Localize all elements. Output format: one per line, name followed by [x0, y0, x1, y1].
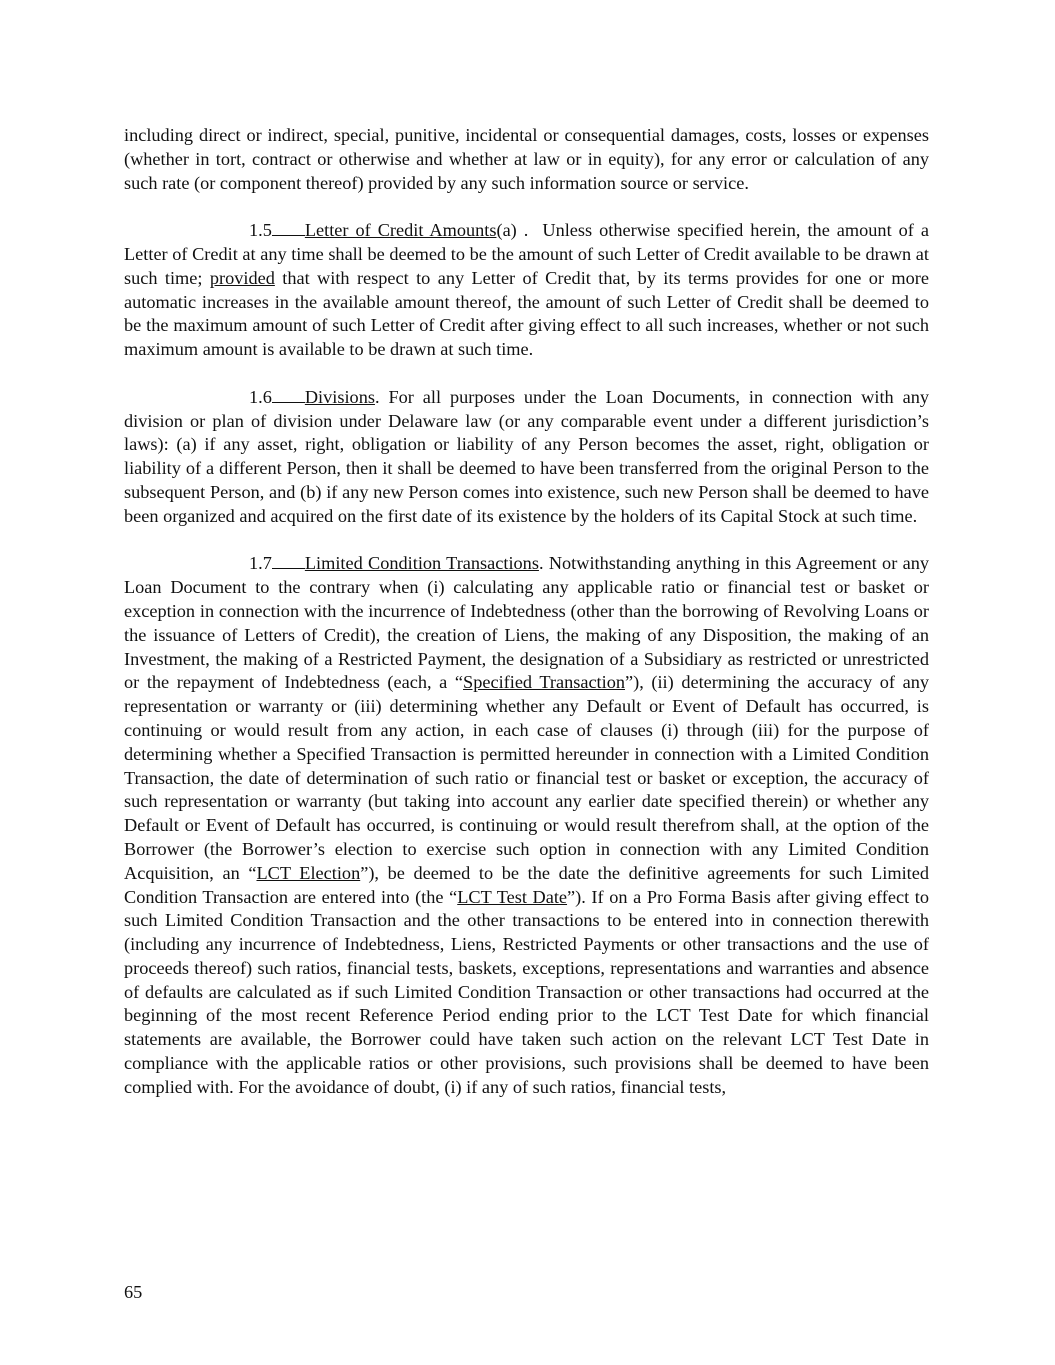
section-1-5-text: Unless otherwise specified herein, the amount of a Letter of Credit at any time shall be deemed to be the amount of such Letter of Credit available to be drawn at such time; — [124, 220, 929, 288]
section-1-5-sep: . — [516, 220, 543, 241]
section-1-7-text: . Notwithstanding anything in this Agreement or any Loan Document to the contrary when (i) calculating any applicable ratio or financial test or basket or exception in connection with the incurrence of Indebtedness (other than the borrowing of Revolving Loans or the issuance of Letters of Credit), the creation of Liens, the making of any Disposition, the making of an Investment, the making of a Restricted Payment, the designation of a Subsidiary as restricted or unrestricted or the repayment of Indebtedness (each, a “ — [124, 553, 929, 693]
document-body — [124, 124, 929, 1123]
section-1-5-title: Letter of Credit Amounts — [304, 220, 497, 241]
section-1-7-text-2: ”), (ii) determining the accuracy of any representation or warranty or (iii) determining whether any Default or Event of Default has occurred, is continuing or would result from any action, in each case of clauses (i) through (iii) for the purpose of determining whether a Specified Transaction is permitted hereunder in connection with a Limited Condition Transaction, the date of determination of such ratio or financial test or basket or exception, the accuracy of such representation or warranty (but taking into account any earlier date specified therein) or whether any Default or Event of Default has occurred, is continuing or would result therefrom shall, at the option of the Borrower (the Borrower’s election to exercise such option in connection with any Limited Condition Acquisition, an “ — [124, 672, 929, 883]
heading-gap — [272, 387, 305, 403]
section-1-5-number: 1.5 — [249, 220, 272, 241]
section-1-7-title: Limited Condition Transactions — [304, 553, 539, 574]
section-1-6 — [124, 386, 929, 529]
section-1-5-text-2: that with respect to any Letter of Credit that, by its terms provides for one or more automatic increases in the available amount thereof, the amount of such Letter of Credit shall be deemed to be the maximum amount of such Letter of Credit after giving effect to all such increases, whether or not such maximum amount is available to be drawn at such time. — [124, 267, 929, 360]
section-1-6-number: 1.6 — [249, 386, 272, 407]
heading-gap — [272, 553, 305, 569]
section-1-5-sub: (a) — [496, 220, 517, 241]
provided-term: provided — [209, 267, 275, 288]
section-1-7-text-3: ”), be deemed to be the date the definitive agreements for such Limited Condition Transaction are entered into (the “ — [124, 862, 930, 907]
section-1-5 — [124, 219, 929, 362]
section-1-7-text-4: ”). If on a Pro Forma Basis after giving effect to such Limited Condition Transaction and the other transactions to be entered into in connection therewith (including any incurrence of Indebtedness, Liens, Restricted Payments or other transactions and the use of proceeds thereof) such ratios, financial tests, baskets, exceptions, representations and warranties and absence of defaults are calculated as if such Limited Condition Transaction or other transactions had occurred at the beginning of the most recent Reference Period ending prior to the LCT Test Date for which financial statements are available, the Borrower could have taken such action on the relevant LCT Test Date in compliance with the applicable ratios or other provisions, such provisions shall be deemed to have been complied with. For the avoidance of doubt, (i) if any of such ratios, financial tests, — [124, 886, 929, 1097]
defined-term-lct-test-date: LCT Test Date — [457, 886, 568, 907]
continuation-paragraph: including direct or indirect, special, punitive, incidental or consequential damages, costs, losses or expenses (whether in tort, contract or otherwise and whether at law or in equity), for any error or calculation of any such rate (or component thereof) provided by any such information source or service. — [124, 125, 929, 193]
section-1-6-title: Divisions — [304, 386, 375, 407]
defined-term-specified-transaction: Specified Transaction — [463, 672, 625, 693]
defined-term-lct-election: LCT Election — [256, 862, 361, 883]
page-number: 65 — [124, 1282, 143, 1302]
section-1-6-text: . For all purposes under the Loan Documents, in connection with any division or plan of division under Delaware law (or any comparable event under a different jurisdiction’s laws): (a) if any asset, right, obligation or liability of any Person becomes the asset, right, obligation or liability of a different Person, then it shall be deemed to have been transferred from the original Person to the subsequent Person, and (b) if any new Person comes into existence, such new Person shall be deemed to have been organized and acquired on the first date of its existence by the holders of its Capital Stock at such time. — [124, 386, 929, 526]
section-1-7 — [124, 552, 929, 1099]
heading-gap — [272, 220, 305, 236]
section-1-7-number: 1.7 — [249, 553, 272, 574]
